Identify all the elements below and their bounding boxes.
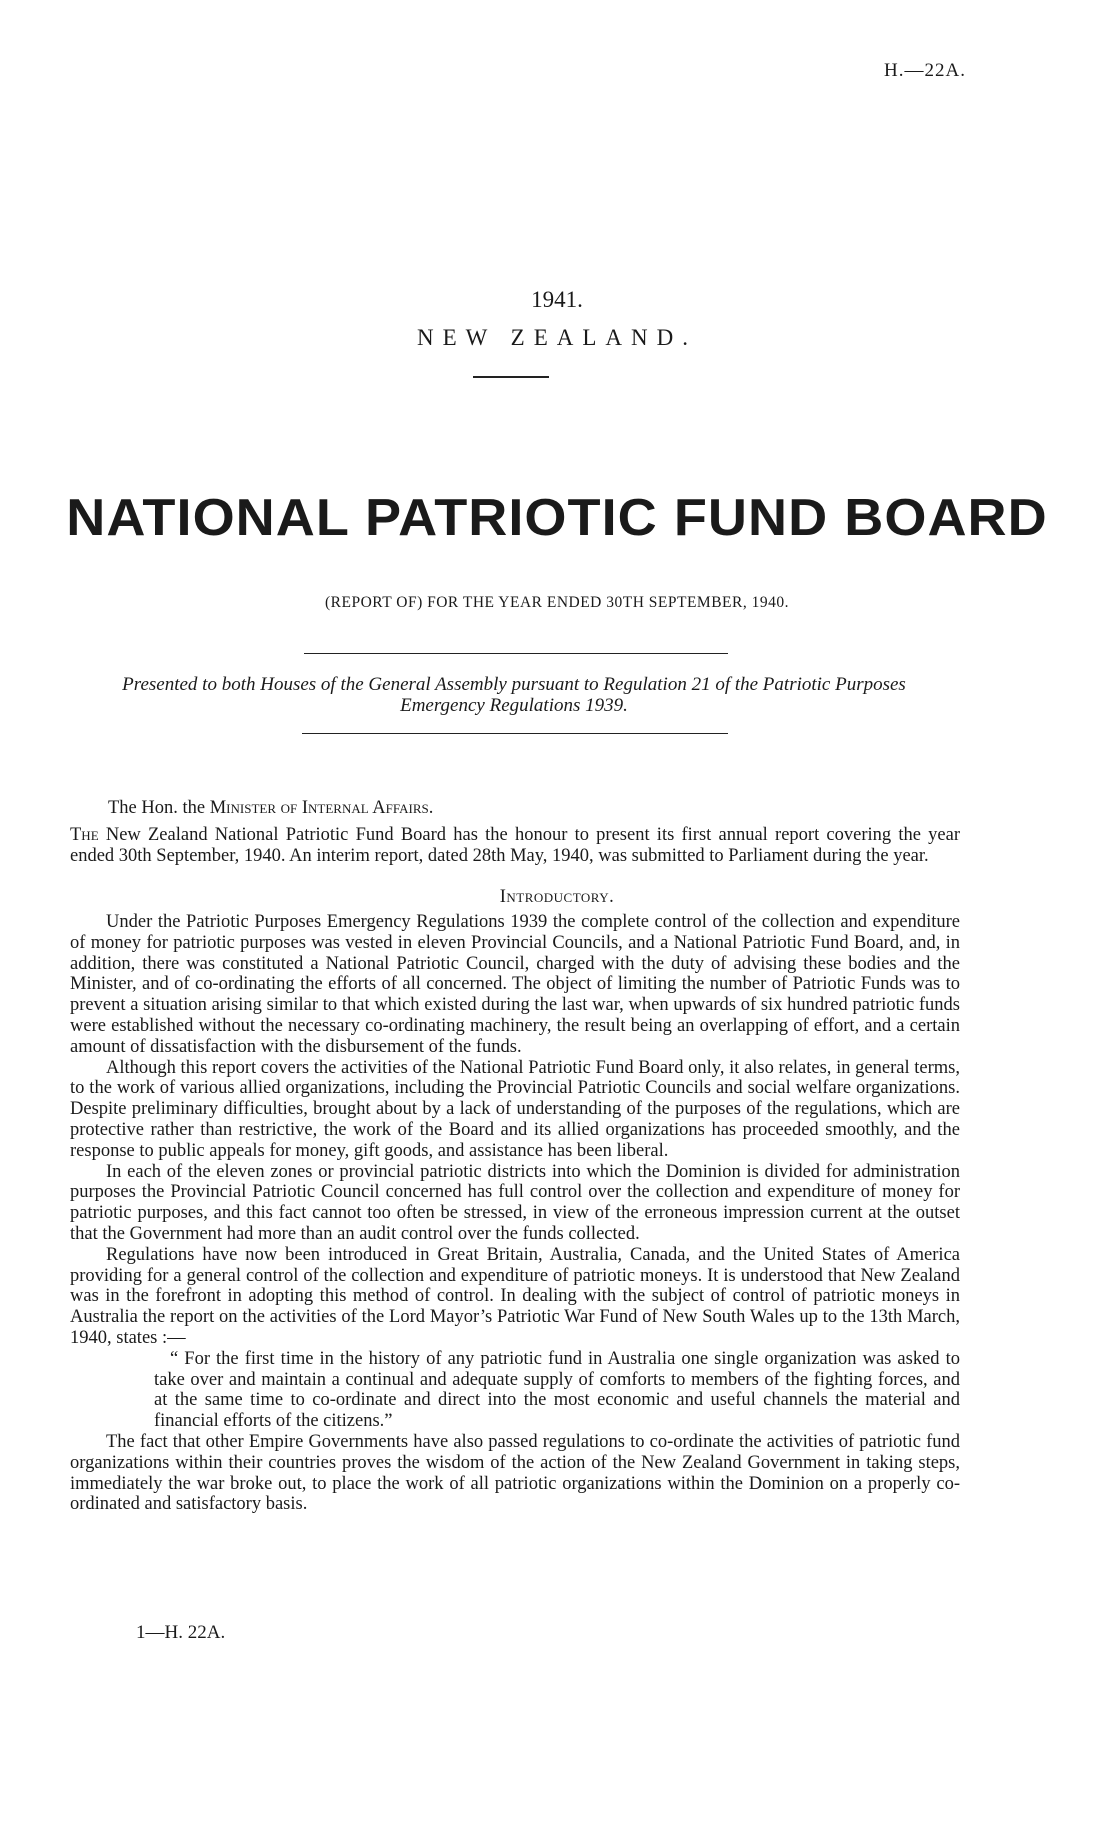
paragraph: In each of the eleven zones or provincial patriotic districts into which the Dominion is divided for administration purposes the Provincial Patriotic Council concerned has full control over the collection and expenditure of money for patriotic purposes, and this fact cannot too often be stressed, in view of the erroneous impression current at the outset that the Government had more than an audit control over the funds collected. (70, 1161, 960, 1244)
intro-paragraph (70, 825, 960, 867)
paragraph: Regulations have now been introduced in Great Britain, Australia, Canada, and the United States of America providing for a general control of the collection and expenditure of patriotic moneys. It is understood that New Zealand was in the forefront in adopting this method of control. In dealing with the subject of control of patriotic moneys in Australia the report on the activities of the Lord Mayor’s Patriotic War Fund of New South Wales up to the 13th March, 1940, states :— (70, 1244, 960, 1348)
addressee-title: Minister of Internal Affairs. (209, 798, 434, 818)
block-quote: “ For the first time in the history of any patriotic fund in Australia one single organization was asked to take over and maintain a continual and adequate supply of comforts to members of the fighting forces, and at the same time to co-ordinate and direct into the most economic and useful channels the material and financial efforts of the citizens.” (154, 1348, 960, 1432)
closing-paragraph: The fact that other Empire Governments have also passed regulations to co-ordinate the activities of patriotic fund organizations within their countries proves the wisdom of the action of the New Zealand Government in taking steps, immediately the war broke out, to place the work of all patriotic organizations within the Dominion on a properly co-ordinated and satisfactory basis. (70, 1431, 960, 1515)
page-reference: H.—22A. (884, 60, 966, 81)
report-subtitle: (REPORT OF) FOR THE YEAR ENDED 30TH SEPTEMBER, 1940. (325, 594, 789, 611)
presented-line-1: Presented to both Houses of the General Assembly pursuant to Regulation 21 of the Patriotic Purposes (122, 674, 906, 695)
presented-statement (68, 674, 960, 716)
year-heading: 1941. (531, 287, 583, 312)
addressee-prefix: The Hon. the (108, 798, 210, 818)
section-heading: Introductory. (499, 887, 615, 907)
paragraph: Although this report covers the activities of the National Patriotic Fund Board only, it also relates, in general terms, to the work of various allied organizations, including the Provincial Patriotic Councils and social welfare organizations. Despite preliminary difficulties, brought about by a lack of understanding of the purposes of the regulations, which are protective rather than restrictive, the work of the Board and its allied organizations has proceeded smoothly, and the response to public appeals for money, gift goods, and assistance has been liberal. (70, 1057, 960, 1161)
divider-rule-lower (302, 733, 728, 734)
report-title: NATIONAL PATRIOTIC FUND BOARD (66, 489, 1048, 547)
intro-text: New Zealand National Patriotic Fund Board has the honour to present its first annual report covering the year ended 30th September, 1940. An interim report, dated 28th May, 1940, was submitted to Parliament during the year. (70, 825, 960, 866)
paragraph: Under the Patriotic Purposes Emergency Regulations 1939 the complete control of the collection and expenditure of money for patriotic purposes was vested in eleven Provincial Councils, and a National Patriotic Fund Board, and, in addition, there was constituted a National Patriotic Council, charged with the duty of advising these bodies and the Minister, and of co-ordinating the efforts of all concerned. The object of limiting the number of Patriotic Funds was to prevent a situation arising similar to that which existed during the last war, when upwards of six hundred patriotic funds were established without the necessary co-ordinating machinery, the result being an overlapping of effort, and a certain amount of dissatisfaction with the disbursement of the funds. (70, 912, 960, 1057)
country-heading: NEW ZEALAND. (416, 325, 698, 350)
body-paragraphs (70, 912, 960, 1515)
footer-reference: 1—H. 22A. (136, 1622, 226, 1643)
divider-rule-upper (304, 653, 728, 654)
divider-rule-short (473, 376, 549, 378)
addressee-line (108, 798, 433, 819)
presented-line-2: Emergency Regulations 1939. (400, 695, 628, 716)
intro-lead-word: The (70, 825, 99, 845)
